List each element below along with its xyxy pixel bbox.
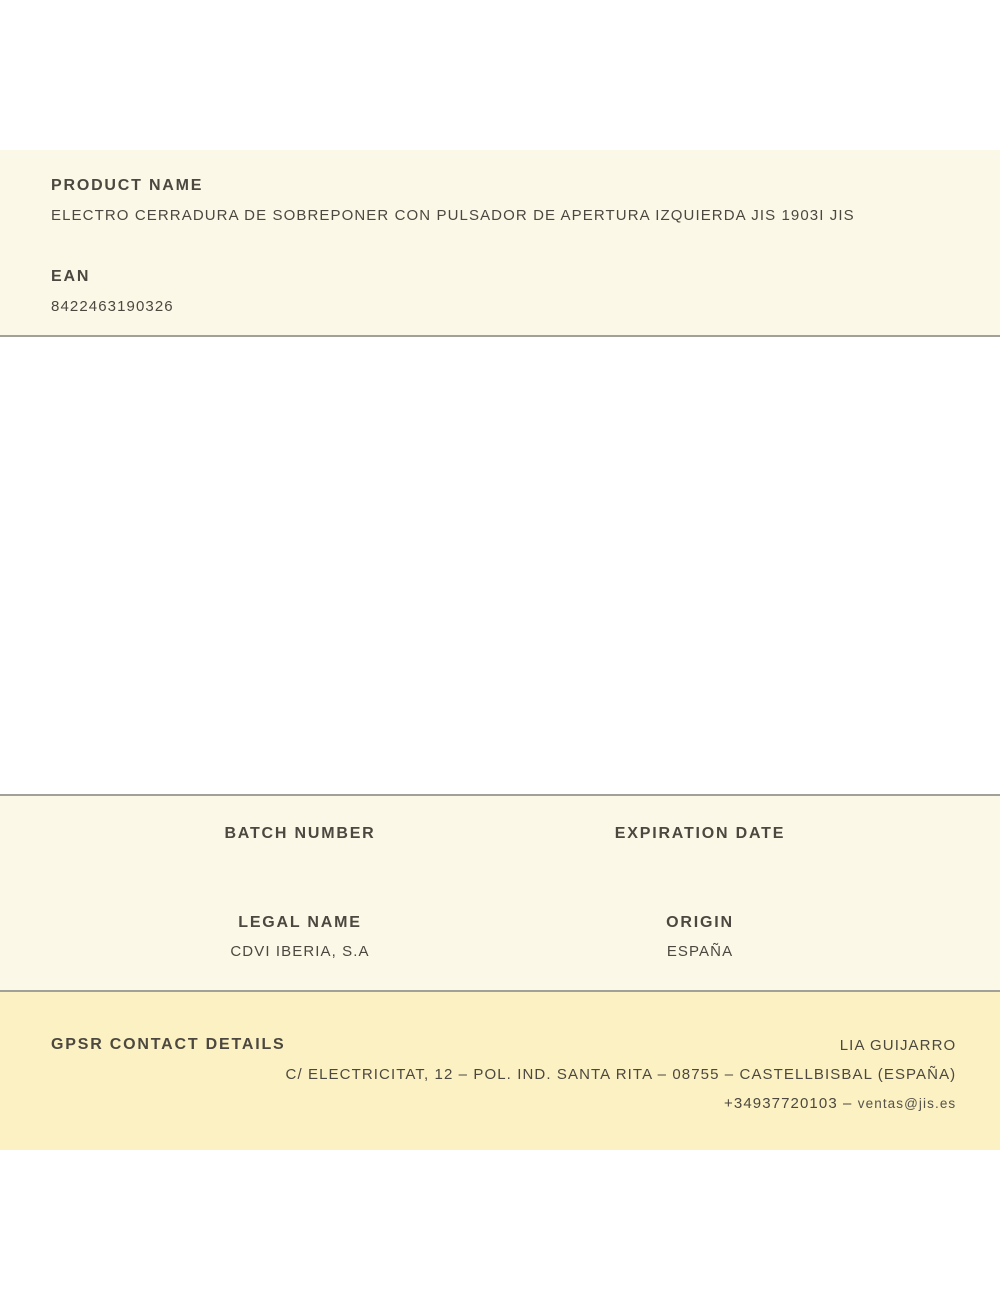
- gpsr-contact-row: [51, 1035, 957, 1118]
- legal-name-field: [100, 914, 500, 961]
- gpsr-contact-details-label: GPSR CONTACT DETAILS: [51, 1036, 286, 1053]
- gpsr-contact-lines: [286, 1031, 957, 1118]
- legal-name-value: CDVI IBERIA, S.A: [230, 943, 370, 960]
- expiration-date-value: [500, 854, 900, 872]
- gpsr-contact-panel: [0, 992, 1000, 1150]
- details-row-legal-origin: [100, 914, 900, 961]
- ean-field: [51, 268, 949, 316]
- expiration-date-label: EXPIRATION DATE: [614, 825, 786, 842]
- product-name-field: [51, 177, 949, 225]
- expiration-date-field: [500, 825, 900, 872]
- ean-value: 8422463190326: [51, 298, 174, 315]
- origin-label: ORIGIN: [666, 914, 734, 931]
- batch-number-label: BATCH NUMBER: [224, 825, 376, 842]
- batch-number-field: [100, 825, 500, 872]
- contact-address: C/ ELECTRICITAT, 12 – POL. IND. SANTA RITA – 08755 – CASTELLBISBAL (ESPAÑA): [285, 1066, 957, 1083]
- contact-email-link[interactable]: ventas@jis.es: [857, 1096, 957, 1111]
- ean-label: EAN: [51, 268, 91, 285]
- contact-phone-email-line: [286, 1089, 957, 1118]
- contact-phone: +34937720103: [724, 1095, 838, 1112]
- product-details-panel: [0, 794, 1000, 992]
- origin-field: [500, 914, 900, 961]
- origin-value: ESPAÑA: [666, 943, 734, 960]
- details-row-batch-expiration: [100, 825, 900, 872]
- product-name-value: ELECTRO CERRADURA DE SOBREPONER CON PULSADOR DE APERTURA IZQUIERDA JIS 1903I JIS: [51, 207, 855, 224]
- contact-separator: –: [837, 1095, 858, 1112]
- product-name-label: PRODUCT NAME: [51, 177, 204, 194]
- contact-person-name: LIA GUIJARRO: [839, 1037, 957, 1054]
- batch-number-value: [100, 854, 500, 872]
- product-info-panel: [0, 150, 1000, 337]
- legal-name-label: LEGAL NAME: [238, 914, 362, 931]
